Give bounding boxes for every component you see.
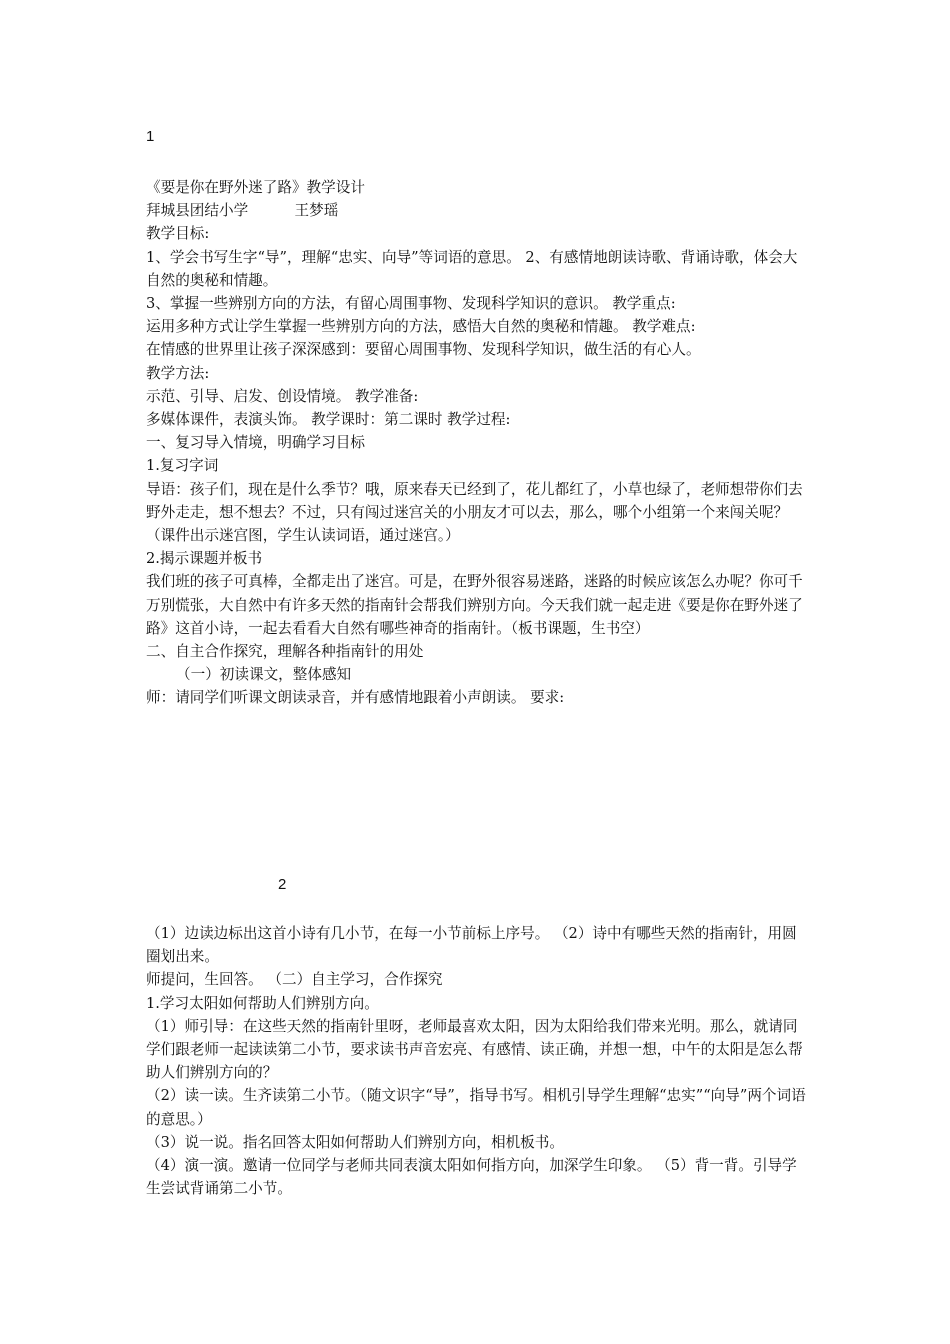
subsection-heading: 2.揭示课题并板书 (146, 550, 263, 568)
subsection-heading: 1.学习太阳如何帮助人们辨别方向。 (146, 994, 379, 1012)
subsection-heading: 1.复习字词 (146, 457, 219, 475)
paragraph: 我们班的孩子可真棒，全都走出了迷宫。可是，在野外很容易迷路，迷路的时候应该怎么办呢？你可千万别慌张，大自然中有许多天然的指南针会帮我们辨别方向。今天我们就一起走进《要是你在野外迷了路》这首小诗，一起去看看大自然有哪些神奇的指南针。（板书课题，生书空） (146, 573, 803, 637)
paragraph: 师：请同学们听课文朗读录音，并有感情地跟着小声朗读。 要求: (146, 689, 565, 707)
author-line: 拜城县团结小学 王梦瑶 (146, 202, 339, 220)
paragraph: 教学目标: (146, 225, 210, 243)
paragraph: （2）读一读。生齐读第二小节。（随文识字“导”，指导书写。相机引导学生理解“忠实”“向导”两个词语的意思。） (146, 1087, 806, 1128)
page2-content (146, 922, 810, 1200)
page-number-2: 2 (278, 876, 287, 893)
paragraph: 示范、引导、启发、创设情境。 教学准备: (146, 387, 419, 405)
page1-content (146, 176, 810, 710)
paragraph: 教学方法: (146, 364, 210, 382)
paragraph: 导语：孩子们，现在是什么季节？哦，原来春天已经到了，花儿都红了，小草也绿了，老师想带你们去野外走走，想不想去？不过，只有闯过迷宫关的小朋友才可以去，那么，哪个小组第一个来闯关呢？（课件出示迷宫图，学生认读词语，通过迷宫。） (146, 480, 803, 545)
subsection-heading: （一）初读课文，整体感知 (176, 666, 352, 684)
paragraph: 1、学会书写生字“导”，理解“忠实、向导”等词语的意思。 2、有感情地朗读诗歌、背诵诗歌，体会大自然的奥秘和情趣。 (146, 248, 798, 289)
paragraph: 师提问，生回答。 （二）自主学习，合作探究 (146, 971, 443, 989)
paragraph: （4）演一演。邀请一位同学与老师共同表演太阳如何指方向，加深学生印象。 （5）背一背。引导学生尝试背诵第二小节。 (146, 1157, 797, 1198)
paragraph: 运用多种方式让学生掌握一些辨别方向的方法，感悟大自然的奥秘和情趣。 教学难点: (146, 318, 696, 336)
section-heading: 一、复习导入情境，明确学习目标 (146, 434, 365, 452)
paragraph: 3、掌握一些辨别方向的方法，有留心周围事物、发现科学知识的意识。 教学重点: (146, 295, 676, 313)
section-heading: 二、自主合作探究，理解各种指南针的用处 (146, 643, 424, 661)
paragraph: 多媒体课件，表演头饰。 教学课时：第二课时 教学过程: (146, 411, 511, 429)
paragraph: 在情感的世界里让孩子深深感到：要留心周围事物、发现科学知识，做生活的有心人。 (146, 341, 701, 359)
document-title: 《要是你在野外迷了路》教学设计 (146, 179, 365, 196)
paragraph: （1）边读边标出这首小诗有几小节，在每一小节前标上序号。 （2）诗中有哪些天然的指南针，用圆圈划出来。 (146, 925, 797, 966)
paragraph: （1）师引导：在这些天然的指南针里呀，老师最喜欢太阳，因为太阳给我们带来光明。那么，就请同学们跟老师一起读读第二小节，要求读书声音宏亮、有感情、读正确，并想一想，中午的太阳是怎么帮助人们辨别方向的？ (146, 1017, 803, 1082)
page-number-1: 1 (146, 128, 155, 145)
paragraph: （3）说一说。指名回答太阳如何帮助人们辨别方向，相机板书。 (146, 1133, 564, 1151)
